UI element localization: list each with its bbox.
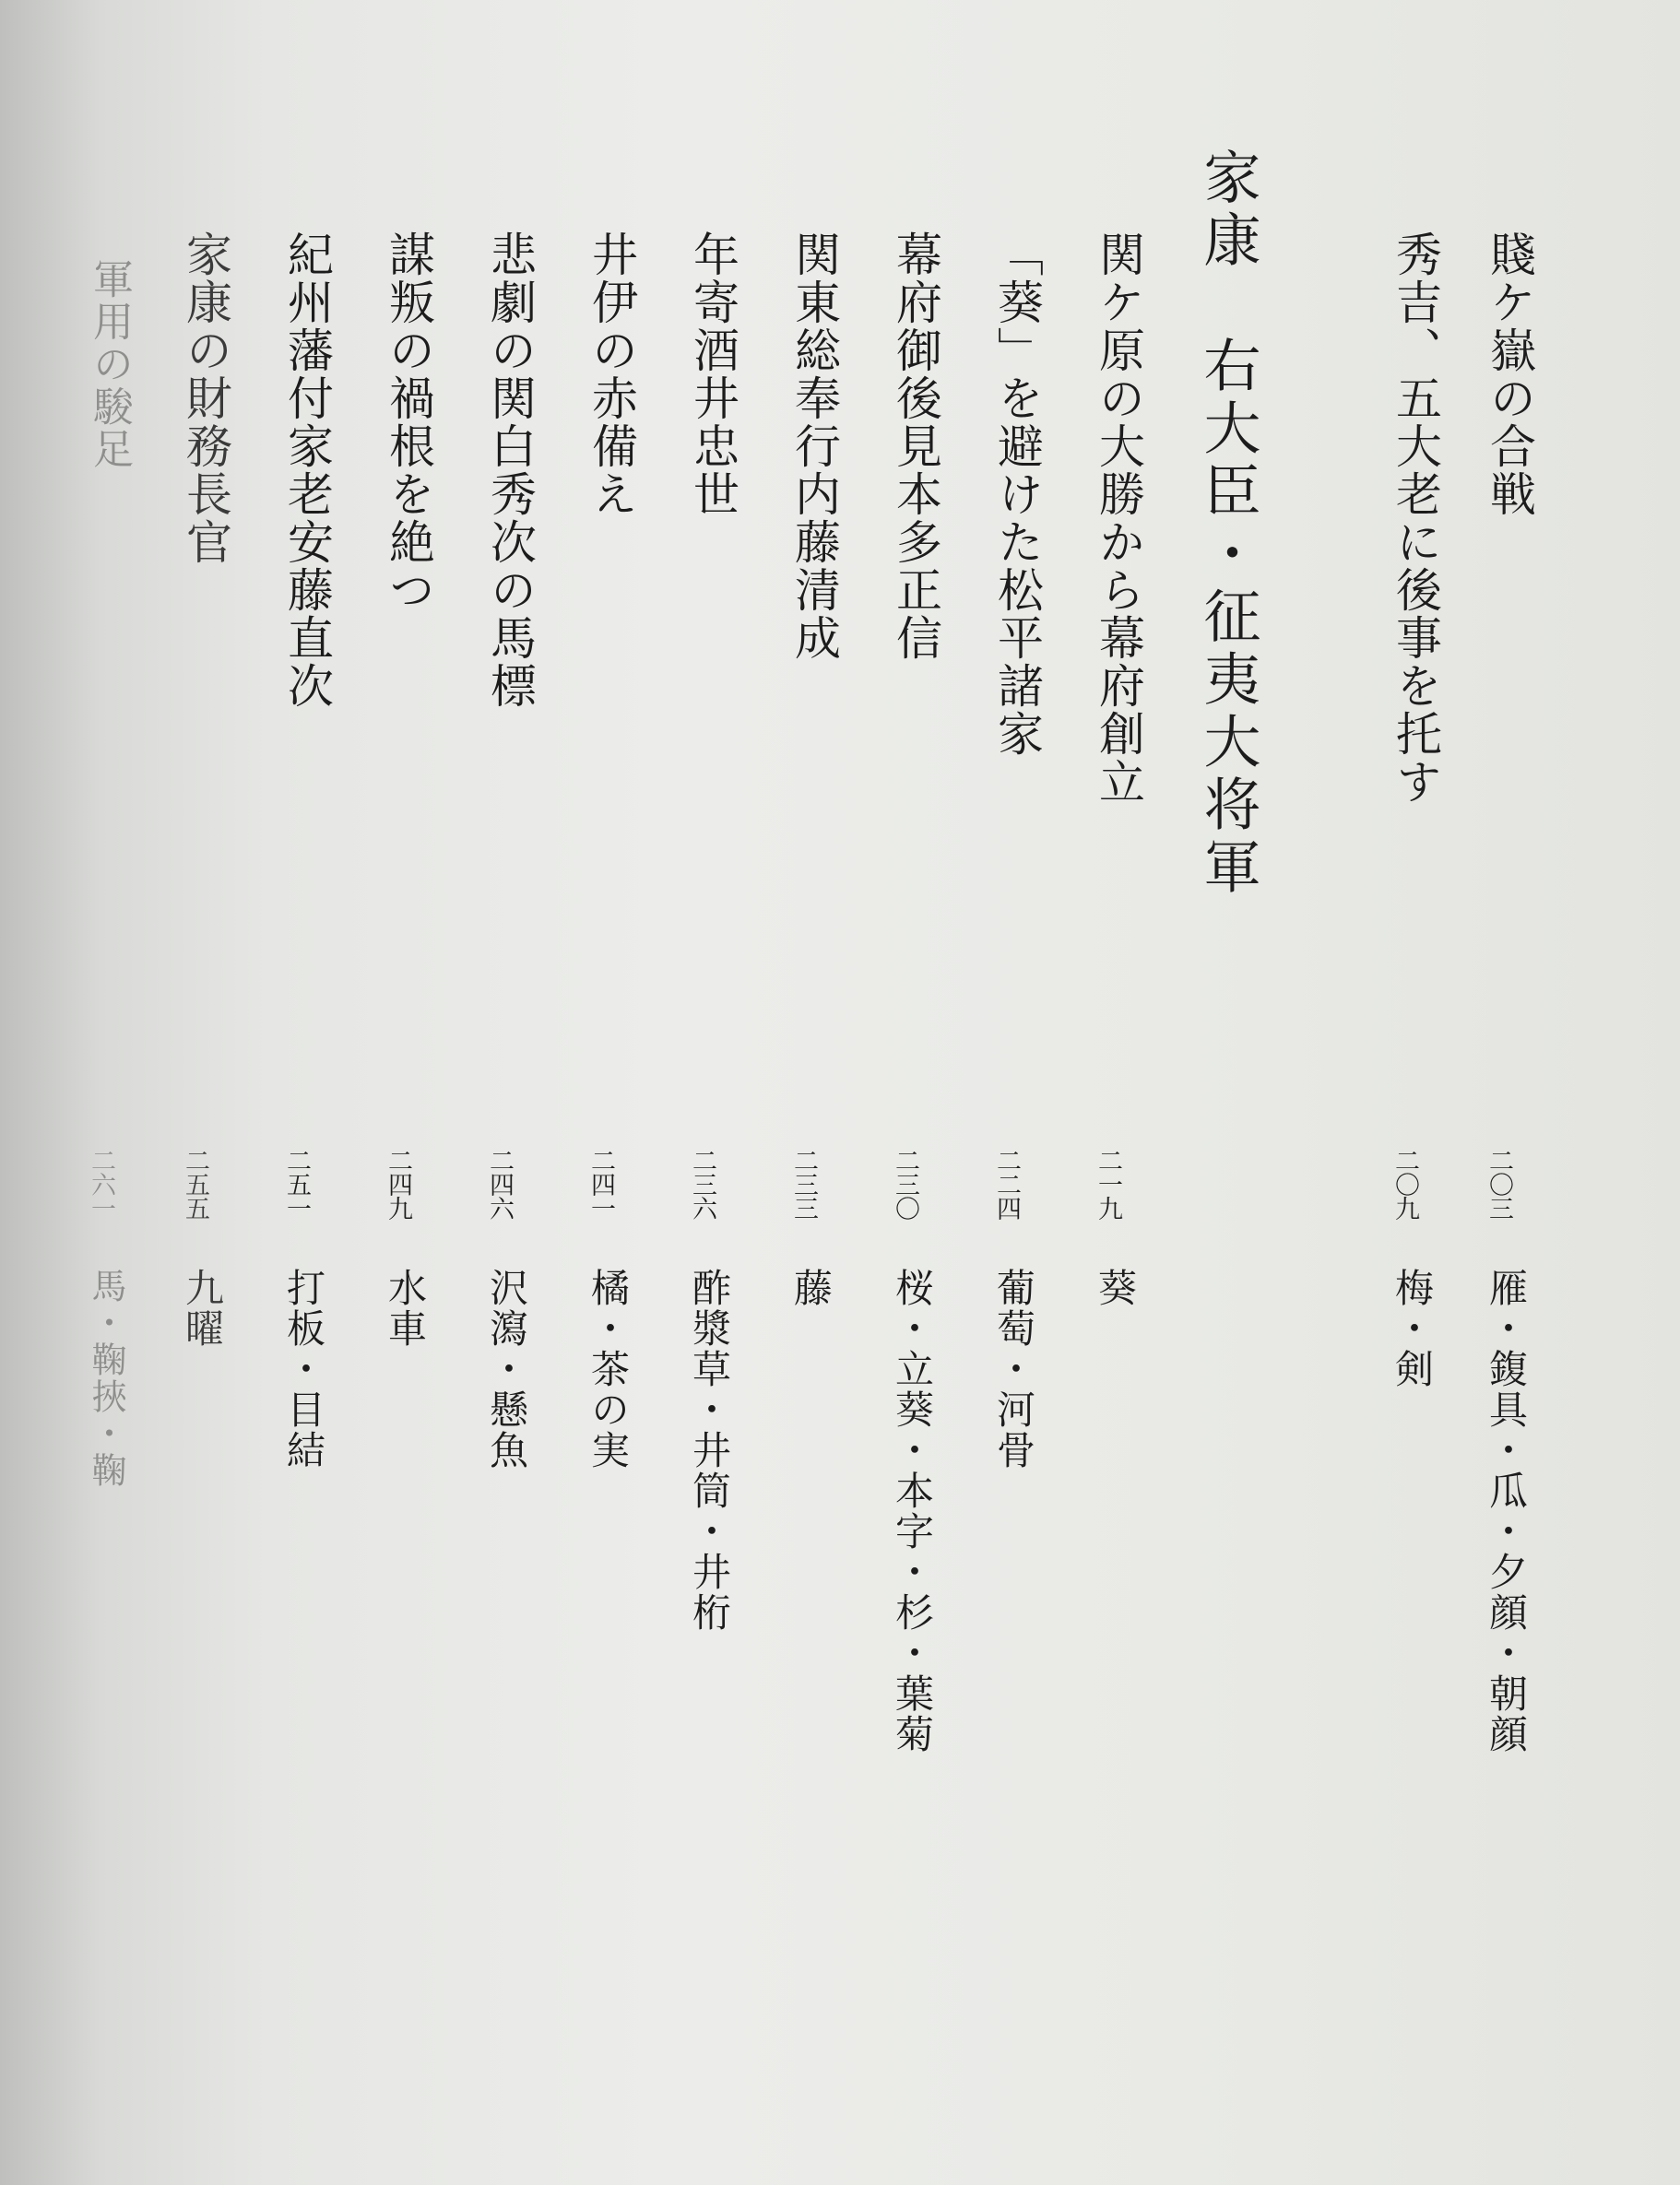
entry-page-number: 二五五 <box>181 1148 209 1220</box>
entry-title: 紀州藩付家老安藤直次 <box>280 230 334 710</box>
entry-title: 井伊の赤備え <box>585 230 638 518</box>
entry-crest-list: 梅・剣 <box>1390 1268 1435 1389</box>
entry-page-number: 二二四 <box>992 1148 1021 1220</box>
entry-title: 幕府御後見本多正信 <box>889 230 942 662</box>
entry-crest-list: 橘・茶の実 <box>586 1268 631 1470</box>
entry-title: 年寄酒井忠世 <box>686 230 739 518</box>
entry-page-number: 二四一 <box>586 1148 615 1220</box>
entry-page-number: 二〇九 <box>1390 1148 1419 1220</box>
entry-crest-list: 葡萄・河骨 <box>991 1268 1036 1470</box>
entry-crest-list: 水車 <box>383 1268 428 1349</box>
entry-crest-list: 沢瀉・懸魚 <box>484 1268 529 1470</box>
entry-crest-list: 九曜 <box>180 1268 225 1349</box>
entry-title: 「葵」を避けた松平諸家 <box>990 230 1044 758</box>
entry-page-number: 二三三 <box>789 1148 818 1220</box>
entry-page-number: 二〇三 <box>1485 1148 1513 1220</box>
entry-page-number: 二一九 <box>1094 1148 1122 1220</box>
entry-page-number: 二三六 <box>688 1148 716 1220</box>
entry-page-number: 二四九 <box>384 1148 412 1220</box>
entry-title: 関東総奉行内藤清成 <box>787 230 841 662</box>
entry-crest-list: 雁・鍑具・瓜・夕顔・朝顔 <box>1484 1268 1529 1754</box>
entry-title: 謀叛の禍根を絶つ <box>382 230 435 614</box>
entry-title: 賤ケ嶽の合戦 <box>1483 230 1536 518</box>
entry-page-number: 二五一 <box>282 1148 311 1220</box>
entry-crest-list: 打板・目結 <box>281 1268 326 1470</box>
entry-crest-list: 酢漿草・井筒・井桁 <box>687 1268 732 1633</box>
entry-title: 関ケ原の大勝から幕府創立 <box>1092 230 1145 806</box>
entry-crest-list: 桜・立葵・本字・杉・葉菊 <box>890 1268 935 1754</box>
entry-title: 軍用の駿足 <box>86 258 133 470</box>
entry-page-number: 二六一 <box>87 1148 115 1220</box>
entry-title: 秀吉、五大老に後事を托す <box>1389 230 1442 806</box>
entry-crest-list: 馬・鞠挾・鞠 <box>86 1268 126 1489</box>
entry-crest-list: 葵 <box>1093 1268 1138 1308</box>
entry-crest-list: 藤 <box>788 1268 834 1308</box>
entry-page-number: 二四六 <box>485 1148 514 1220</box>
chapter-heading: 家康 右大臣・征夷大将軍 <box>1194 148 1261 900</box>
entry-page-number: 二三〇 <box>891 1148 919 1220</box>
entry-title: 悲劇の関白秀次の馬標 <box>483 230 537 710</box>
entry-title: 家康の財務長官 <box>179 230 232 566</box>
